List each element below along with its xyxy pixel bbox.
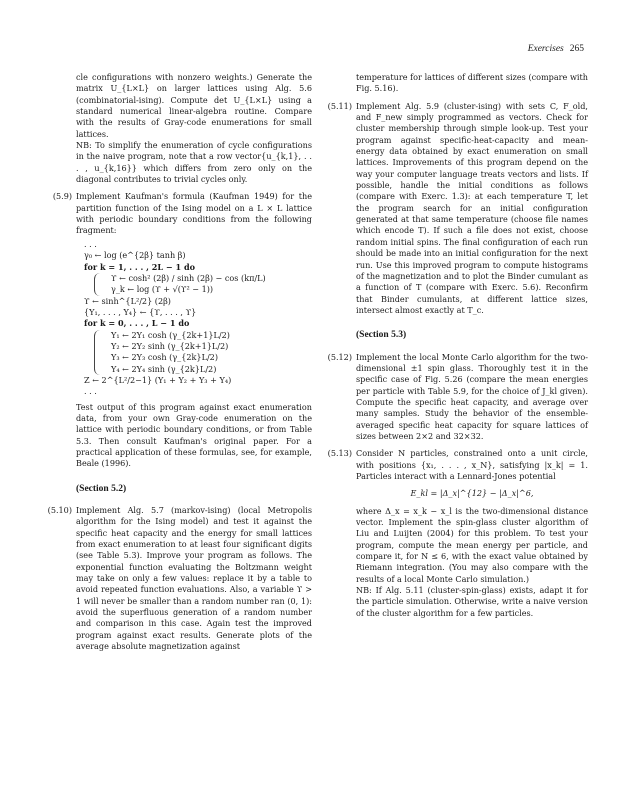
exercise-5-12 (327, 351, 588, 443)
nb-paragraph: NB: To simplify the enumeration of cycle configurations in the naive program, note that a row vector{u_{k,1}, . . . , u_{k,16}} which differs from zero only on the diagonal contributes to trivial cycles only. (76, 140, 312, 185)
paragraph: Test output of this program against exact enumeration data, from your own Gray-code enumeration on the lattice with periodic boundary conditions, or from Table 5.3. Then consult Kaufman's original paper. For a practical application of these formulas, see, for example, Beale (1996). (76, 401, 312, 469)
code-line: γ_k ← log (ϒ + √(ϒ² − 1)) (111, 284, 214, 295)
loop-body (94, 273, 312, 296)
code-line: Y₃ ← 2Y₃ cosh (γ_{2k}L/2) (111, 352, 218, 363)
exercise-5-9 (52, 191, 312, 236)
exercise-text: Implement the local Monte Carlo algorithm for the two-dimensional ±1 spin glass. Thoroughly test it in the specific case of Fig. 5.26 (compare the mean energies per particle with Table 5.9, for the choice of J_kl given). Compute the specific heat capacity, and average over many samples. Study the behavior of the ensemble-averaged specific heat capacity for square lattices of sizes between 2×2 and 32×32. (356, 351, 588, 441)
code-line: . . . (84, 386, 97, 397)
code-line: Z ← 2^{L²/2−1} (Y₁ + Y₂ + Y₃ + Y₄) (84, 374, 232, 385)
display-equation: E_kl = |Δ_x|^{12} − |Δ_x|^6, (410, 488, 534, 499)
exercise-5-13 (327, 448, 588, 482)
nb-paragraph: NB: If Alg. 5.11 (cluster-spin-glass) exists, adapt it for the particle simulation. Otherwise, write a naive version of the cluster algorithm for a few particles. (356, 585, 588, 618)
right-column (327, 72, 588, 619)
code-line: for k = 0, . . . , L − 1 do (84, 318, 190, 329)
paragraph-continued: temperature for lattices of different sizes (compare with Fig. 5.16). (356, 72, 588, 94)
algorithm-fragment (76, 239, 312, 398)
exercise-number: (5.9) (52, 191, 72, 202)
code-line: for k = 1, . . . , 2L − 1 do (84, 261, 196, 272)
exercise-number: (5.13) (327, 448, 352, 459)
header-section: Exercises (527, 44, 564, 54)
code-line: Y₂ ← 2Y₂ sinh (γ_{2k+1}L/2) (111, 340, 229, 351)
exercise-number: (5.11) (327, 100, 352, 111)
running-header (528, 44, 584, 54)
code-line: Y₁ ← 2Y₁ cosh (γ_{2k+1}L/2) (111, 329, 230, 340)
exercise-5-10 (47, 505, 312, 652)
code-line: . . . (84, 238, 97, 249)
code-line: Y₄ ← 2Y₄ sinh (γ_{2k}L/2) (111, 363, 217, 374)
exercise-text: Implement Alg. 5.7 (markov-ising) (local Metropolis algorithm for the Ising model) and test it against the specific heat capacity and the energy for small lattices from exact enumeration to at least four significant digits (see Table 5.3). Improve your program as follows. The exponential function evaluating the Boltzmann weight may take on only a few values: replace it by a table to avoid repeated function evaluations. Also, a variable ϒ > 1 will never be smaller than a random number ran (0, 1): avoid the superfluous generation of a random number and comparison in this case. Again test the improved program against exact results. Generate plots of the average absolute magnetization against (76, 505, 312, 652)
page-number: 265 (569, 44, 584, 54)
left-column (47, 72, 312, 653)
exercise-number: (5.10) (47, 505, 72, 516)
code-line: ϒ ← sinh^{L²/2} (2β) (84, 295, 171, 306)
exercise-number: (5.12) (327, 351, 352, 362)
paragraph: where Δ_x = x_k − x_l is the two-dimensional distance vector. Implement the spin-glass cluster algorithm of Liu and Luijten (2004) for this problem. To test your program, compute the mean energy per particle, and compare it, for N ≤ 6, with the exact value obtained by Riemann integration. (You may also compare with the results of a local Monte Carlo simulation.) (356, 505, 588, 584)
exercise-5-11 (327, 100, 588, 317)
code-line: {Y₁, . . . , Y₄} ← {ϒ, . . . , ϒ} (84, 306, 197, 317)
code-line: ϒ ← cosh² (2β) / sinh (2β) − cos (kπ/L) (111, 272, 266, 283)
loop-body (94, 330, 312, 375)
exercise-text: Implement Alg. 5.9 (cluster-ising) with sets C, F_old, and F_new simply programmed as vectors. Check for cluster membership through simple look-up. Test your program against specific-heat-capacity and mean-energy data obtained by exact enumeration on small lattices. Improvements of this program depend on the way your computer language treats vectors and lists. If possible, handle the initial conditions as follows (compare with Exerc. 1.3): at each temperature T, let the program search for an initial configuration generated at that same temperature (choose file names which encode T). If such a file does not exist, choose random initial spins. The final configuration of each run should be made into an initial configuration for the next run. Use this improved program to compute histograms of the magnetization and to plot the Binder cumulant as a function of T (compare with Exerc. 5.6). Reconfirm that Binder cumulants, at different lattice sizes, intersect almost exactly at T_c. (356, 100, 588, 315)
section-heading: (Section 5.2) (76, 483, 127, 494)
exercise-text: Implement Kaufman's formula (Kaufman 1949) for the partition function of the Ising model on a L × L lattice with periodic boundary conditions from the following fragment: (76, 191, 312, 236)
exercise-text: Consider N particles, constrained onto a unit circle, with positions {x₁, . . . , x_N}, satisfying |x_k| = 1. Particles interact with a Lennard-Jones potential (356, 448, 588, 481)
code-line: γ₀ ← log (e^{2β} tanh β) (84, 250, 186, 261)
section-heading: (Section 5.3) (356, 330, 407, 341)
paragraph-continued: cle configurations with nonzero weights.) Generate the matrix U_{L×L} on larger lattices using Alg. 5.6 (combinatorial-ising). Compute det U_{L×L} using a standard numerical linear-algebra routine. Compare with the results of Gray-code enumerations for small lattices. (76, 72, 312, 139)
